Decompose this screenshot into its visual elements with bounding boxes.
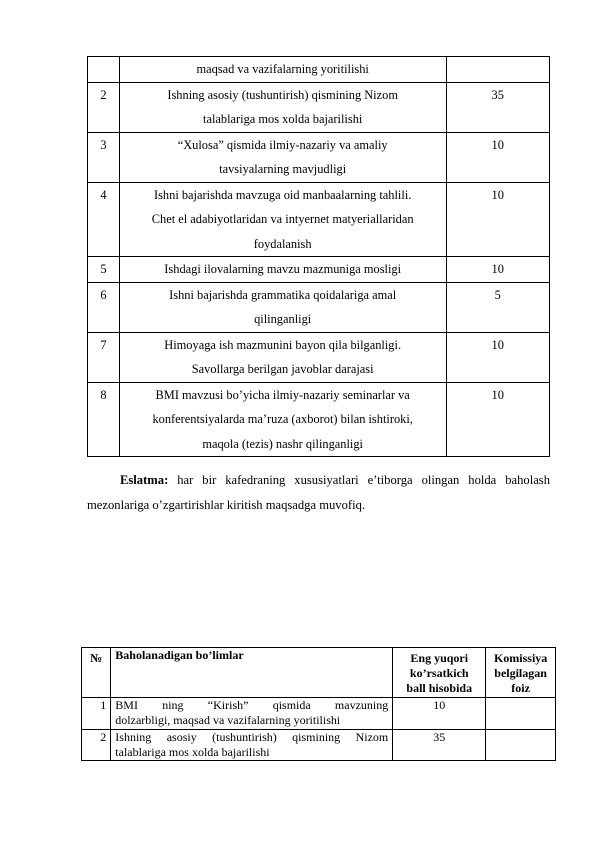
score-cell: 35 (446, 82, 550, 132)
score-cell: 10 (446, 182, 550, 257)
header-line: Komissiya (493, 651, 548, 665)
criterion-cell (119, 282, 446, 332)
row-number: 5 (88, 257, 120, 283)
criterion-line: talablariga mos xolda bajarilishi (203, 112, 363, 126)
table-row (88, 57, 550, 83)
header-line: belgilagan (494, 666, 547, 680)
criterion-line: talablariga mos xolda bajarilishi (115, 745, 270, 759)
note-label: Eslatma: (120, 473, 169, 487)
table-row (88, 282, 550, 332)
table-header-row (82, 648, 556, 698)
table-row (88, 182, 550, 257)
header-commission (486, 648, 556, 698)
score-cell: 35 (393, 730, 486, 761)
criterion-line: Chet el adabiyotlaridan va intyernet matyeriallaridan (151, 212, 414, 226)
header-line: Eng yuqori (410, 651, 469, 665)
score-cell: 10 (446, 332, 550, 382)
criterion-cell (111, 730, 393, 761)
criterion-line: foydalanish (253, 236, 312, 251)
criterion-line: qilinganligi (254, 312, 312, 326)
row-number: 2 (88, 82, 120, 132)
note-text: har bir kafedraning xususiyatlari e’tiborga olingan holda baholash mezonlariga o’zgartirishlar kiritish maqsadga muvofiq. (87, 473, 550, 512)
criterion-cell (119, 332, 446, 382)
row-number: 4 (88, 182, 120, 257)
criterion-line: konferentsiyalarda ma’ruza (axborot) bilan ishtiroki, (152, 412, 413, 426)
criterion-line: “Xulosa” qismida ilmiy-nazariy va amaliy (177, 137, 388, 152)
criterion-line: Ishning asosiy (tushuntirish) qismining Nizom (115, 730, 389, 744)
criterion-cell (111, 698, 393, 730)
row-number: 8 (88, 382, 120, 457)
table-row (88, 382, 550, 457)
criterion-line: dolzarbligi, maqsad va vazifalarning yoritilishi (115, 713, 341, 727)
header-line: ball hisobida (406, 681, 473, 695)
table-row (82, 730, 556, 761)
commission-cell (486, 698, 556, 730)
row-number: 2 (82, 730, 111, 761)
criterion-line: Ishdagi ilovalarning mavzu mazmuniga mosligi (164, 262, 402, 276)
score-cell: 10 (446, 382, 550, 457)
row-number: 6 (88, 282, 120, 332)
criterion-line: maqsad va vazifalarning yoritilishi (196, 62, 369, 76)
score-cell (446, 57, 550, 83)
criterion-line: Ishni bajarishda grammatika qoidalariga amal (169, 287, 397, 302)
criterion-line: BMI mavzusi bo’yicha ilmiy-nazariy seminarlar va (155, 387, 410, 402)
criterion-line: Ishni bajarishda mavzuga oid manbaalarning tahlili. (153, 187, 412, 202)
header-line: foiz (511, 681, 530, 695)
criterion-cell (119, 382, 446, 457)
row-number: 3 (88, 132, 120, 182)
row-number (88, 57, 120, 83)
row-number: 7 (88, 332, 120, 382)
score-cell: 10 (393, 698, 486, 730)
criterion-line: tavsiyalarning mavjudligi (219, 162, 347, 176)
commission-cell (486, 730, 556, 761)
header-line: ko’rsatkich (409, 666, 469, 680)
score-cell: 5 (446, 282, 550, 332)
note-paragraph (87, 468, 550, 517)
criterion-line: Ishning asosiy (tushuntirish) qismining Nizom (167, 87, 398, 102)
header-max-score (393, 648, 486, 698)
criterion-cell (119, 257, 446, 283)
criterion-cell (119, 132, 446, 182)
score-cell: 10 (446, 257, 550, 283)
criterion-cell (119, 182, 446, 257)
evaluation-criteria-table (87, 56, 550, 457)
criterion-line: maqola (tezis) nashr qilinganligi (202, 436, 364, 451)
score-cell: 10 (446, 132, 550, 182)
graded-sections-table (81, 647, 556, 761)
header-criterion: Baholanadigan bo’limlar (111, 648, 393, 698)
criterion-cell (119, 57, 446, 83)
header-number: № (82, 648, 111, 698)
criterion-line: Savollarga berilgan javoblar darajasi (191, 362, 374, 376)
criterion-line: Himoyaga ish mazmunini bayon qila bilganligi. (164, 337, 402, 352)
criterion-line: BMI ning “Kirish” qismida mavzuning (115, 698, 389, 712)
table-row (88, 132, 550, 182)
row-number: 1 (82, 698, 111, 730)
criterion-cell (119, 82, 446, 132)
table-row (82, 698, 556, 730)
table-row (88, 82, 550, 132)
table-row (88, 332, 550, 382)
table-row (88, 257, 550, 283)
